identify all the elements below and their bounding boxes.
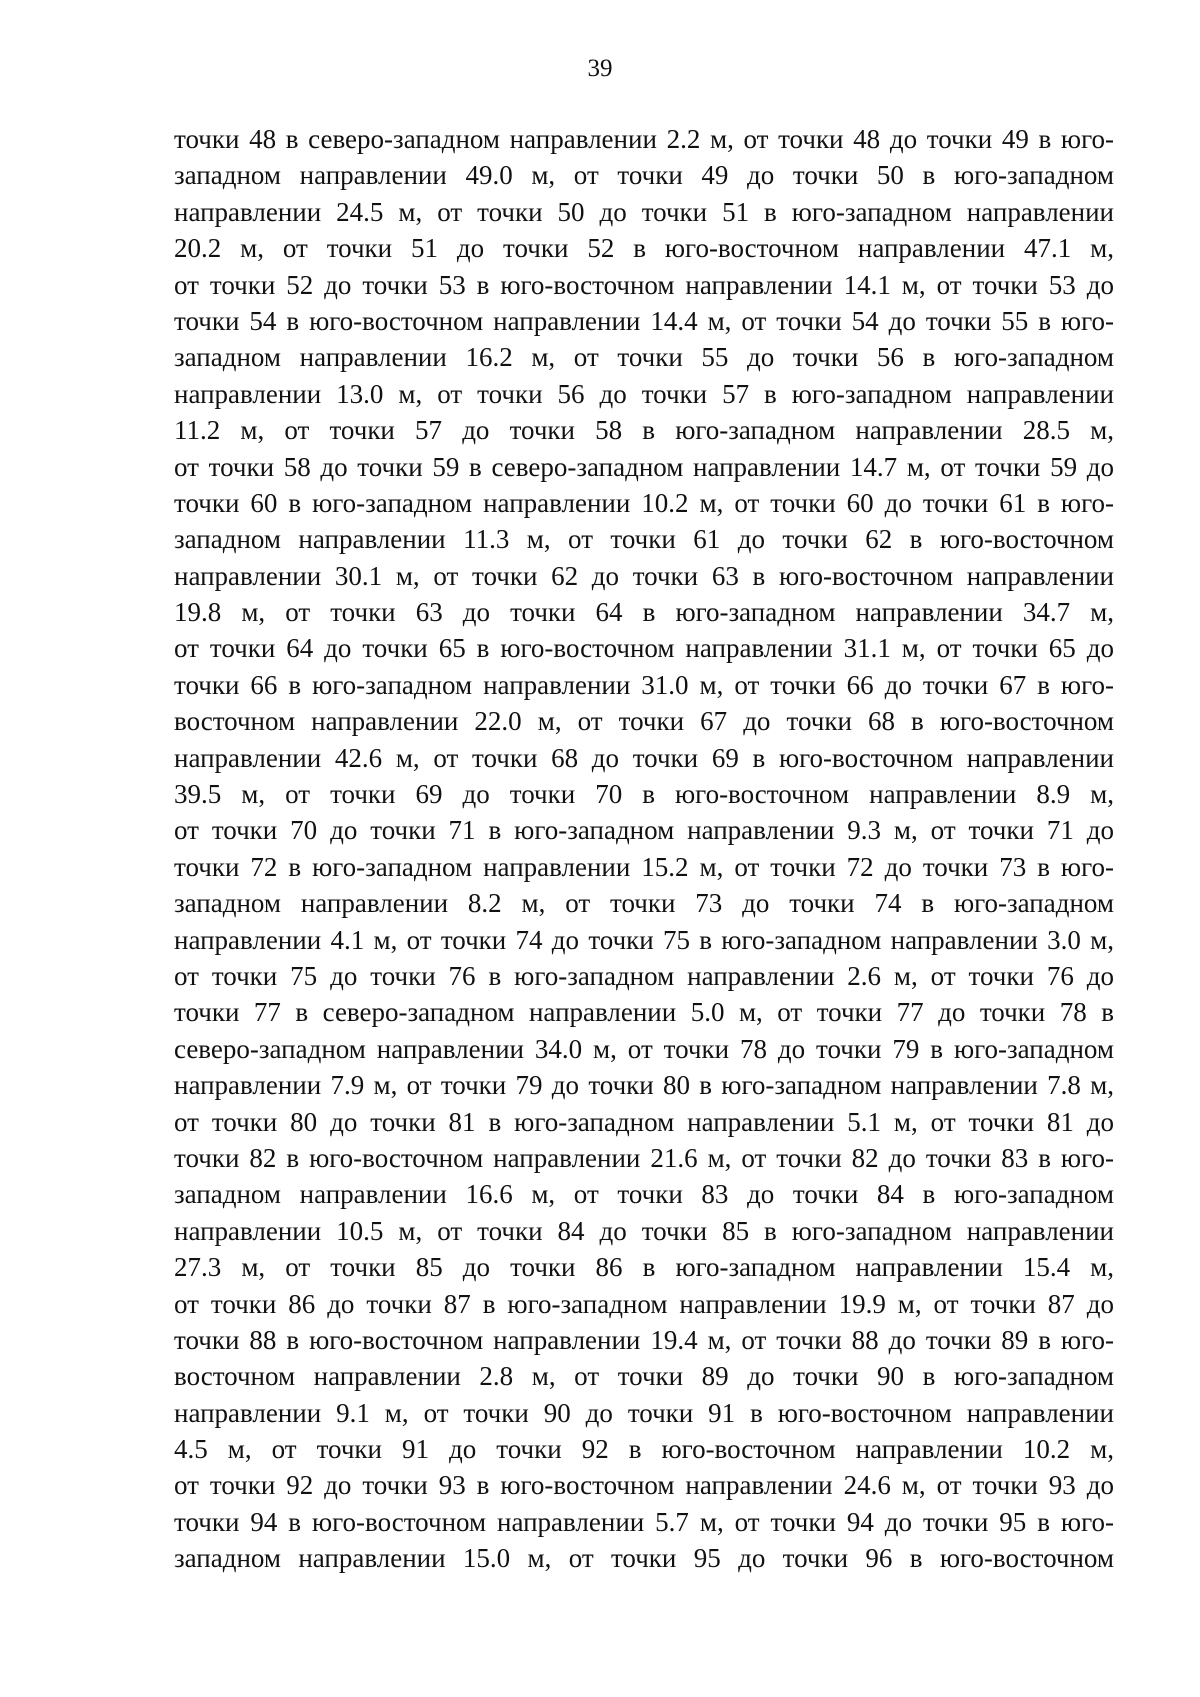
text-line: точки 94 в юго-восточном направлении 5.7 м, от точки 94 до точки 95 в юго-	[174, 1506, 1114, 1537]
text-line: западном направлении 16.2 м, от точки 55 до точки 56 в юго-западном	[174, 342, 1114, 373]
text-line: точки 66 в юго-западном направлении 31.0 м, от точки 66 до точки 67 в юго-	[174, 669, 1114, 700]
text-line: восточном направлении 2.8 м, от точки 89 до точки 90 в юго-западном	[174, 1361, 1114, 1392]
text-line: западном направлении 15.0 м, от точки 95 до точки 96 в юго-восточном	[174, 1543, 1114, 1574]
text-line: направлении 10.5 м, от точки 84 до точки 85 в юго-западном направлении	[174, 1215, 1114, 1246]
text-line: от точки 80 до точки 81 в юго-западном направлении 5.1 м, от точки 81 до	[174, 1106, 1114, 1137]
text-line: направлении 24.5 м, от точки 50 до точки 51 в юго-западном направлении	[174, 196, 1114, 227]
text-line: северо-западном направлении 34.0 м, от точки 78 до точки 79 в юго-западном	[174, 1033, 1114, 1064]
text-line: точки 77 в северо-западном направлении 5.0 м, от точки 77 до точки 78 в	[174, 997, 1114, 1028]
text-line: от точки 64 до точки 65 в юго-восточном направлении 31.1 м, от точки 65 до	[174, 633, 1114, 664]
text-line: от точки 58 до точки 59 в северо-западном направлении 14.7 м, от точки 59 до	[174, 451, 1114, 482]
text-line: 11.2 м, от точки 57 до точки 58 в юго-западном направлении 28.5 м,	[174, 415, 1114, 446]
text-line: 39.5 м, от точки 69 до точки 70 в юго-восточном направлении 8.9 м,	[174, 779, 1114, 810]
text-line: направлении 4.1 м, от точки 74 до точки 75 в юго-западном направлении 3.0 м,	[174, 924, 1114, 955]
text-line: точки 54 в юго-восточном направлении 14.4 м, от точки 54 до точки 55 в юго-	[174, 305, 1114, 336]
text-line: направлении 42.6 м, от точки 68 до точки 69 в юго-восточном направлении	[174, 742, 1114, 773]
text-line: направлении 30.1 м, от точки 62 до точки 63 в юго-восточном направлении	[174, 560, 1114, 591]
text-line: 4.5 м, от точки 91 до точки 92 в юго-восточном направлении 10.2 м,	[174, 1434, 1114, 1465]
text-line: от точки 86 до точки 87 в юго-западном направлении 19.9 м, от точки 87 до	[174, 1288, 1114, 1319]
text-line: западном направлении 11.3 м, от точки 61 до точки 62 в юго-восточном	[174, 524, 1114, 555]
text-line: западном направлении 16.6 м, от точки 83 до точки 84 в юго-западном	[174, 1179, 1114, 1210]
text-line: точки 82 в юго-восточном направлении 21.6 м, от точки 82 до точки 83 в юго-	[174, 1142, 1114, 1173]
text-line: восточном направлении 22.0 м, от точки 67 до точки 68 в юго-восточном	[174, 706, 1114, 737]
text-line: точки 72 в юго-западном направлении 15.2 м, от точки 72 до точки 73 в юго-	[174, 851, 1114, 882]
text-line: западном направлении 49.0 м, от точки 49 до точки 50 в юго-западном	[174, 160, 1114, 191]
text-line: направлении 7.9 м, от точки 79 до точки 80 в юго-западном направлении 7.8 м,	[174, 1070, 1114, 1101]
text-line: от точки 52 до точки 53 в юго-восточном направлении 14.1 м, от точки 53 до	[174, 269, 1114, 300]
text-line: точки 60 в юго-западном направлении 10.2 м, от точки 60 до точки 61 в юго-	[174, 487, 1114, 518]
text-line: направлении 13.0 м, от точки 56 до точки 57 в юго-западном направлении	[174, 378, 1114, 409]
text-line: точки 88 в юго-восточном направлении 19.4 м, от точки 88 до точки 89 в юго-	[174, 1324, 1114, 1355]
text-line: от точки 92 до точки 93 в юго-восточном направлении 24.6 м, от точки 93 до	[174, 1470, 1114, 1501]
text-line: от точки 70 до точки 71 в юго-западном направлении 9.3 м, от точки 71 до	[174, 815, 1114, 846]
text-line: от точки 75 до точки 76 в юго-западном направлении 2.6 м, от точки 76 до	[174, 960, 1114, 991]
text-line: западном направлении 8.2 м, от точки 73 до точки 74 в юго-западном	[174, 888, 1114, 919]
text-line: 20.2 м, от точки 51 до точки 52 в юго-восточном направлении 47.1 м,	[174, 233, 1114, 264]
text-line: 19.8 м, от точки 63 до точки 64 в юго-западном направлении 34.7 м,	[174, 597, 1114, 628]
body-paragraph	[174, 121, 1114, 1577]
text-line: направлении 9.1 м, от точки 90 до точки 91 в юго-восточном направлении	[174, 1397, 1114, 1428]
page-number: 39	[587, 55, 613, 82]
text-line: точки 48 в северо-западном направлении 2.2 м, от точки 48 до точки 49 в юго-	[174, 124, 1114, 154]
text-line: 27.3 м, от точки 85 до точки 86 в юго-западном направлении 15.4 м,	[174, 1252, 1114, 1283]
